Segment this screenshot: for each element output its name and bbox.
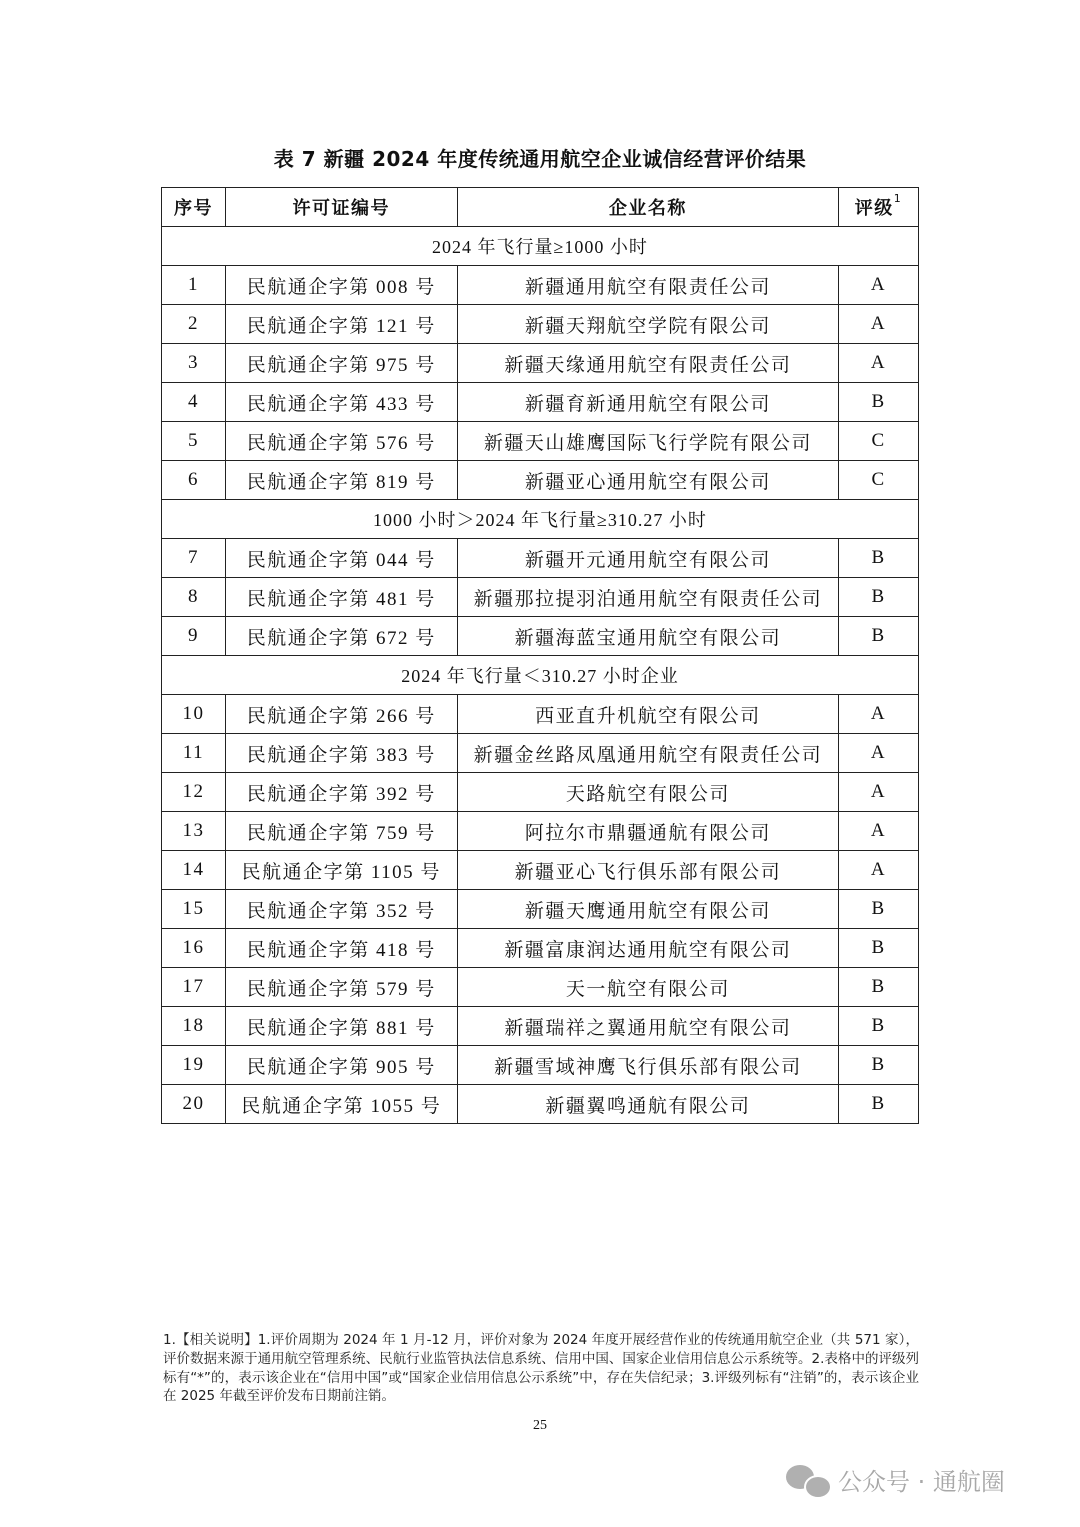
cell-no: 8 bbox=[162, 578, 226, 617]
cell-license: 民航通企字第 1105 号 bbox=[225, 851, 457, 890]
cell-grade: A bbox=[839, 734, 919, 773]
table-row bbox=[162, 734, 919, 773]
cell-grade: B bbox=[839, 890, 919, 929]
table-row bbox=[162, 812, 919, 851]
header-grade bbox=[839, 188, 919, 227]
watermark bbox=[786, 1462, 1005, 1497]
cell-company: 新疆亚心通用航空有限公司 bbox=[457, 461, 838, 500]
table-header-row bbox=[162, 188, 919, 227]
cell-company: 新疆瑞祥之翼通用航空有限公司 bbox=[457, 1007, 838, 1046]
page-number: 25 bbox=[533, 1418, 547, 1433]
cell-company: 西亚直升机航空有限公司 bbox=[457, 695, 838, 734]
table-row bbox=[162, 890, 919, 929]
cell-grade: B bbox=[839, 1085, 919, 1124]
cell-company: 天路航空有限公司 bbox=[457, 773, 838, 812]
cell-grade: A bbox=[839, 695, 919, 734]
group-label: 1000 小时＞2024 年飞行量≥310.27 小时 bbox=[162, 500, 919, 539]
cell-no: 5 bbox=[162, 422, 226, 461]
group-label: 2024 年飞行量≥1000 小时 bbox=[162, 227, 919, 266]
cell-no: 6 bbox=[162, 461, 226, 500]
cell-company: 新疆金丝路凤凰通用航空有限责任公司 bbox=[457, 734, 838, 773]
cell-company: 阿拉尔市鼎疆通航有限公司 bbox=[457, 812, 838, 851]
cell-no: 3 bbox=[162, 344, 226, 383]
table-row bbox=[162, 1085, 919, 1124]
cell-grade: B bbox=[839, 968, 919, 1007]
cell-no: 1 bbox=[162, 266, 226, 305]
cell-no: 11 bbox=[162, 734, 226, 773]
cell-no: 16 bbox=[162, 929, 226, 968]
cell-company: 新疆通用航空有限责任公司 bbox=[457, 266, 838, 305]
cell-no: 13 bbox=[162, 812, 226, 851]
cell-no: 19 bbox=[162, 1046, 226, 1085]
cell-license: 民航通企字第 1055 号 bbox=[225, 1085, 457, 1124]
cell-company: 新疆亚心飞行俱乐部有限公司 bbox=[457, 851, 838, 890]
table-row bbox=[162, 617, 919, 656]
table-row bbox=[162, 929, 919, 968]
table-title: 表 7 新疆 2024 年度传统通用航空企业诚信经营评价结果 bbox=[273, 147, 807, 171]
cell-no: 15 bbox=[162, 890, 226, 929]
cell-company: 新疆天缘通用航空有限责任公司 bbox=[457, 344, 838, 383]
header-grade-label: 评级 bbox=[854, 198, 894, 219]
cell-company: 新疆那拉提羽泊通用航空有限责任公司 bbox=[457, 578, 838, 617]
cell-no: 12 bbox=[162, 773, 226, 812]
cell-company: 新疆育新通用航空有限公司 bbox=[457, 383, 838, 422]
cell-grade: B bbox=[839, 578, 919, 617]
cell-no: 20 bbox=[162, 1085, 226, 1124]
cell-grade: B bbox=[839, 1046, 919, 1085]
cell-no: 4 bbox=[162, 383, 226, 422]
cell-license: 民航通企字第 418 号 bbox=[225, 929, 457, 968]
cell-license: 民航通企字第 881 号 bbox=[225, 1007, 457, 1046]
evaluation-table bbox=[161, 187, 919, 1124]
wechat-icon bbox=[786, 1463, 832, 1497]
cell-license: 民航通企字第 266 号 bbox=[225, 695, 457, 734]
cell-grade: A bbox=[839, 773, 919, 812]
cell-grade: C bbox=[839, 461, 919, 500]
cell-no: 7 bbox=[162, 539, 226, 578]
cell-license: 民航通企字第 819 号 bbox=[225, 461, 457, 500]
table-row bbox=[162, 968, 919, 1007]
table-row bbox=[162, 1046, 919, 1085]
cell-company: 新疆开元通用航空有限公司 bbox=[457, 539, 838, 578]
group-label: 2024 年飞行量＜310.27 小时企业 bbox=[162, 656, 919, 695]
cell-license: 民航通企字第 121 号 bbox=[225, 305, 457, 344]
cell-license: 民航通企字第 905 号 bbox=[225, 1046, 457, 1085]
group-row bbox=[162, 656, 919, 695]
cell-license: 民航通企字第 433 号 bbox=[225, 383, 457, 422]
group-row bbox=[162, 500, 919, 539]
cell-license: 民航通企字第 352 号 bbox=[225, 890, 457, 929]
cell-grade: A bbox=[839, 344, 919, 383]
cell-license: 民航通企字第 579 号 bbox=[225, 968, 457, 1007]
table-row bbox=[162, 383, 919, 422]
cell-company: 新疆海蓝宝通用航空有限公司 bbox=[457, 617, 838, 656]
cell-grade: B bbox=[839, 617, 919, 656]
footnote-mark: 1 bbox=[893, 192, 903, 205]
table-row bbox=[162, 266, 919, 305]
table-row bbox=[162, 344, 919, 383]
cell-license: 民航通企字第 008 号 bbox=[225, 266, 457, 305]
cell-license: 民航通企字第 044 号 bbox=[225, 539, 457, 578]
cell-no: 2 bbox=[162, 305, 226, 344]
table-row bbox=[162, 305, 919, 344]
cell-license: 民航通企字第 975 号 bbox=[225, 344, 457, 383]
cell-company: 新疆翼鸣通航有限公司 bbox=[457, 1085, 838, 1124]
table-row bbox=[162, 773, 919, 812]
cell-grade: B bbox=[839, 1007, 919, 1046]
cell-company: 新疆天翔航空学院有限公司 bbox=[457, 305, 838, 344]
cell-no: 18 bbox=[162, 1007, 226, 1046]
cell-grade: A bbox=[839, 851, 919, 890]
cell-company: 天一航空有限公司 bbox=[457, 968, 838, 1007]
table-row bbox=[162, 422, 919, 461]
cell-no: 9 bbox=[162, 617, 226, 656]
cell-license: 民航通企字第 759 号 bbox=[225, 812, 457, 851]
table-row bbox=[162, 539, 919, 578]
cell-no: 14 bbox=[162, 851, 226, 890]
cell-grade: B bbox=[839, 929, 919, 968]
watermark-text: 公众号 · 通航圈 bbox=[838, 1468, 1005, 1496]
table-row bbox=[162, 578, 919, 617]
cell-company: 新疆富康润达通用航空有限公司 bbox=[457, 929, 838, 968]
header-company: 企业名称 bbox=[457, 188, 838, 227]
cell-company: 新疆雪域神鹰飞行俱乐部有限公司 bbox=[457, 1046, 838, 1085]
table-row bbox=[162, 695, 919, 734]
group-row bbox=[162, 227, 919, 266]
cell-company: 新疆天鹰通用航空有限公司 bbox=[457, 890, 838, 929]
cell-company: 新疆天山雄鹰国际飞行学院有限公司 bbox=[457, 422, 838, 461]
cell-grade: A bbox=[839, 812, 919, 851]
cell-license: 民航通企字第 672 号 bbox=[225, 617, 457, 656]
cell-no: 17 bbox=[162, 968, 226, 1007]
cell-grade: B bbox=[839, 539, 919, 578]
footnote: 1.【相关说明】1.评价周期为 2024 年 1 月-12 月，评价对象为 2024 年度开展经营作业的传统通用航空企业（共 571 家），评价数据来源于通用航空管理系统、民航行业监管执法信息系统、信用中国、国家企业信用信息公示系统等。2.表格中的评级列标有“*”的，表示该企业在“信用中国”或“国家企业信用信息公示系统”中，存在失信纪录；3.评级列标有“注销”的，表示该企业在 2025 年截至评价发布日期前注销。 bbox=[163, 1332, 919, 1405]
header-no: 序号 bbox=[162, 188, 226, 227]
table-row bbox=[162, 461, 919, 500]
header-license: 许可证编号 bbox=[225, 188, 457, 227]
cell-license: 民航通企字第 392 号 bbox=[225, 773, 457, 812]
cell-grade: A bbox=[839, 305, 919, 344]
table-row bbox=[162, 1007, 919, 1046]
table-row bbox=[162, 851, 919, 890]
cell-no: 10 bbox=[162, 695, 226, 734]
cell-grade: A bbox=[839, 266, 919, 305]
cell-license: 民航通企字第 481 号 bbox=[225, 578, 457, 617]
cell-grade: C bbox=[839, 422, 919, 461]
cell-grade: B bbox=[839, 383, 919, 422]
cell-license: 民航通企字第 383 号 bbox=[225, 734, 457, 773]
cell-license: 民航通企字第 576 号 bbox=[225, 422, 457, 461]
